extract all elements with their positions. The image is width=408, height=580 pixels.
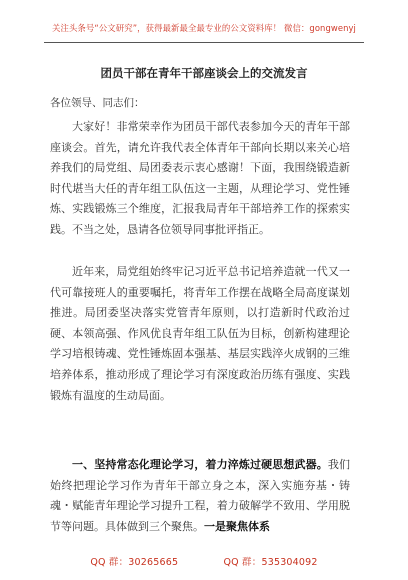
qq-group-1: QQ 群：30265665 <box>90 557 179 568</box>
qq-group-2: QQ 群：535304092 <box>223 557 318 568</box>
paragraph-1: 大家好！非常荣幸作为团员干部代表参加今天的青年干部座谈会。首先，请允许我代表全体青年干部向长期以来关心培养我们的局党组、局团委表示衷心感谢！下面，我围绕锻造新时代堪当大任的青年组工队伍这一主题，从理论学习、党性锤炼、实践锻炼三个维度，汇报我局青年干部培养工作的探索实践。不当之处，恳请各位领导同事批评指正。 <box>50 120 350 236</box>
header-divider <box>44 42 364 43</box>
paragraph-3 <box>50 455 350 539</box>
section-body-1: 我们始终把理论学习作为青年干部立身之本，深入实施夯基・铸魂・赋能青年理论学习提升工程，着力破解学不致用、学用脱节等问题。具体做到三个聚焦。 <box>50 458 350 533</box>
footer-qq-groups <box>0 554 408 568</box>
paragraph-2: 近年来，局党组始终牢记习近平总书记培养造就一代又一代可靠接班人的重要嘱托，将青年工作摆在战略全局高度谋划推进。局团委坚决落实党管青年原则，以打造新时代政治过硬、本领高强、作风优良青年组工队伍为目标，创新构建理论学习培根铸魂、党性锤炼固本强基、基层实践淬火成钢的三维培养体系，推动形成了理论学习有深度政治历练有强度、实践锻炼有温度的生动局面。 <box>50 265 350 402</box>
salutation: 各位领导、同志们： <box>50 97 145 109</box>
section-subheading-1: 一是聚焦体系 <box>204 519 270 533</box>
section-heading-1: 一、坚持常态化理论学习，着力淬炼过硬思想武器。 <box>72 458 328 471</box>
header-notice: 关注头条号“公文研究”，获得最新最全最专业的公文资料库！ 微信：gongwenyj <box>52 23 356 33</box>
document-title: 团员干部在青年干部座谈会上的交流发言 <box>100 66 308 80</box>
